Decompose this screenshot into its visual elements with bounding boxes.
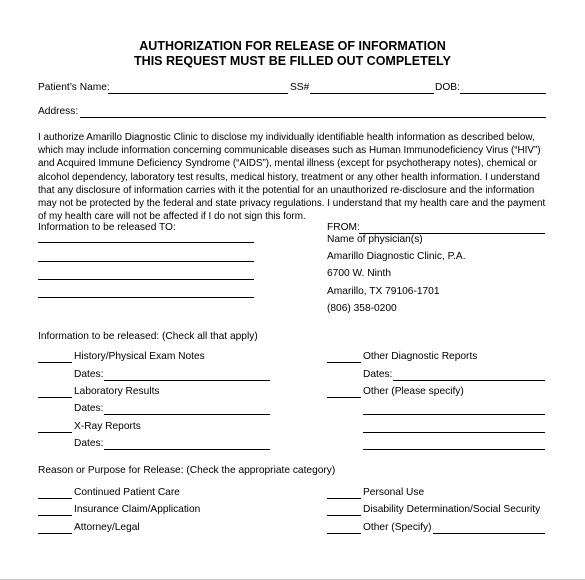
authorization-paragraph: I authorize Amarillo Diagnostic Clinic to disclose my individually identifiable health information as described below, which may include information concerning communicable diseases such as Human Immunodeficiency Virus (“HIV”) and Acquired Immune Deficiency Syndrome (“AIDS”), mental illness (except for psychotherapy notes), chemical or alcohol dependency, laboratory test results, medical history, treatment or any other health information. I understand that any disclosure of information carries with it the potential for an unauthorized re-disclosure and the information may not be protected by the federal and state privacy regulations. I understand that my health care and the payment of my health care will not be affected if I do not sign this form. [38, 132, 546, 223]
other-specify-line-3[interactable] [363, 449, 545, 450]
disability-label: Disability Determination/Social Security [363, 504, 541, 515]
reason-label: Reason or Purpose for Release: (Check the appropriate category) [38, 465, 336, 476]
other-diag-dates-field[interactable] [393, 380, 545, 381]
history-dates-field[interactable] [104, 380, 270, 381]
xray-dates-field[interactable] [104, 449, 270, 450]
address-label: Address: [38, 106, 79, 117]
other-specify-line-1[interactable] [363, 414, 545, 415]
ss-field[interactable] [310, 93, 434, 94]
insurance-checkbox-line[interactable] [38, 515, 72, 516]
released-to-line-2[interactable] [38, 261, 254, 262]
history-label: History/Physical Exam Notes [74, 351, 205, 362]
personal-checkbox-line[interactable] [327, 498, 361, 499]
care-label: Continued Patient Care [74, 487, 180, 498]
lab-dates-label: Dates: [74, 403, 104, 414]
xray-checkbox-line[interactable] [38, 432, 72, 433]
other-diag-dates-label: Dates: [363, 369, 393, 380]
dob-field[interactable] [460, 93, 546, 94]
clinic-city: Amarillo, TX 79106-1701 [327, 286, 440, 297]
clinic-phone: (806) 358-0200 [327, 303, 397, 314]
dob-label: DOB: [435, 82, 460, 93]
info-released-label: Information to be released: (Check all that apply) [38, 331, 258, 342]
form-title: AUTHORIZATION FOR RELEASE OF INFORMATION [139, 39, 446, 53]
other-reason-field[interactable] [433, 533, 545, 534]
other-specify-line-2[interactable] [363, 432, 545, 433]
lab-dates-field[interactable] [104, 414, 270, 415]
attorney-checkbox-line[interactable] [38, 533, 72, 534]
disability-checkbox-line[interactable] [327, 515, 361, 516]
lab-checkbox-line[interactable] [38, 397, 72, 398]
released-to-line-1[interactable] [38, 242, 254, 243]
care-checkbox-line[interactable] [38, 498, 72, 499]
history-dates-label: Dates: [74, 369, 104, 380]
history-checkbox-line[interactable] [38, 362, 72, 363]
personal-label: Personal Use [363, 487, 425, 498]
physician-label: Name of physician(s) [327, 234, 423, 245]
xray-label: X-Ray Reports [74, 421, 141, 432]
released-to-line-4[interactable] [38, 297, 254, 298]
patient-name-field[interactable] [108, 93, 288, 94]
other-specify-label: Other (Please specify) [363, 386, 464, 397]
released-to-line-3[interactable] [38, 279, 254, 280]
xray-dates-label: Dates: [74, 438, 104, 449]
lab-label: Laboratory Results [74, 386, 160, 397]
attorney-label: Attorney/Legal [74, 522, 140, 533]
form-subtitle: THIS REQUEST MUST BE FILLED OUT COMPLETELY [134, 54, 451, 68]
released-to-label: Information to be released TO: [38, 222, 176, 233]
other-reason-label: Other (Specify) [363, 522, 432, 533]
address-field[interactable] [80, 117, 546, 118]
other-diag-label: Other Diagnostic Reports [363, 351, 478, 362]
ss-label: SS# [290, 82, 310, 93]
other-reason-checkbox-line[interactable] [327, 533, 361, 534]
from-label: FROM: [327, 222, 360, 233]
other-diag-checkbox-line[interactable] [327, 362, 361, 363]
other-specify-checkbox-line[interactable] [327, 397, 361, 398]
clinic-street: 6700 W. Ninth [327, 268, 391, 279]
patient-name-label: Patient’s Name: [38, 82, 110, 93]
clinic-name: Amarillo Diagnostic Clinic, P.A. [327, 251, 466, 262]
insurance-label: Insurance Claim/Application [74, 504, 201, 515]
